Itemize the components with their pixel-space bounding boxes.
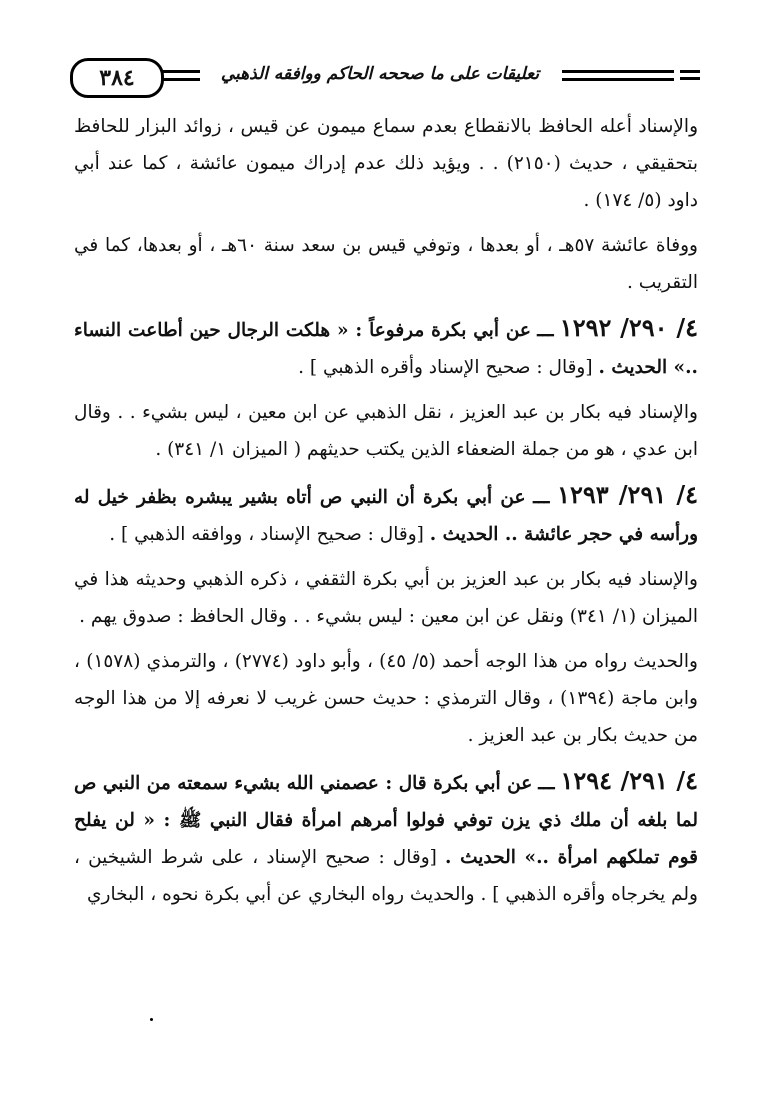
header-rule-left-bottom bbox=[158, 78, 200, 81]
entry-hadith-text: عن أبي بكرة مرفوعاً : « هلكت الرجال حين أطاعت النساء ..» الحديث . bbox=[74, 320, 698, 378]
entry-1292 bbox=[74, 309, 698, 386]
entry-dash: ـــ bbox=[537, 320, 554, 341]
header-ornament bbox=[680, 70, 700, 80]
entry-verdict: [وقال : صحيح الإسناد وأقره الذهبي ] . bbox=[298, 357, 593, 378]
entry-verdict: [وقال : صحيح الإسناد ، على شرط الشيخين ، ولم يخرجاه وأقره الذهبي ] . bbox=[74, 847, 698, 905]
page-number: ٣٨٤ bbox=[70, 58, 164, 98]
entry-verdict: [وقال : صحيح الإسناد ، ووافقه الذهبي ] . bbox=[109, 524, 424, 545]
entry-tail-text: والحديث رواه البخاري عن أبي بكرة نحوه ، البخاري bbox=[87, 884, 475, 905]
paragraph-bakkar-2: والإسناد فيه بكار بن عبد العزيز بن أبي بكرة الثقفي ، ذكره الذهبي وحديثه هذا في الميزان (١/ ٣٤١) ونقل عن ابن معين : ليس بشيء . . وقال الحافظ : صدوق يهم . bbox=[74, 569, 698, 627]
entry-number: ٤/ ٢٩١/ ١٢٩٣ bbox=[557, 480, 698, 509]
page-body bbox=[74, 108, 698, 921]
entry-dash: ـــ bbox=[533, 487, 550, 508]
paragraph-death-dates: ووفاة عائشة ٥٧هـ ، أو بعدها ، وتوفي قيس بن سعد سنة ٦٠هـ ، أو بعدها، كما في التقريب . bbox=[74, 235, 698, 293]
entry-1294 bbox=[74, 762, 698, 913]
entry-dash: ـــ bbox=[538, 773, 555, 794]
entry-hadith-text: عن أبي بكرة قال : عصمني الله بشيء سمعته من النبي ص لما بلغه أن ملك ذي يزن توفي فولوا أمرهم امرأة فقال النبي ﷺ : « لن يفلح قوم تملكهم امرأة ..» الحديث . bbox=[74, 773, 698, 868]
entry-number: ٤/ ٢٩١/ ١٢٩٤ bbox=[560, 766, 698, 795]
running-title: تعليقات على ما صححه الحاكم ووافقه الذهبي bbox=[220, 64, 540, 84]
header-rule-right-top bbox=[562, 70, 674, 73]
page-header bbox=[70, 56, 700, 96]
entry-1293 bbox=[74, 476, 698, 553]
entry-hadith-text: عن أبي بكرة أن النبي ص أتاه بشير يبشره بظفر خيل له ورأسه في حجر عائشة .. الحديث . bbox=[74, 487, 698, 545]
paragraph-takhrij: والحديث رواه من هذا الوجه أحمد (٥/ ٤٥) ، وأبو داود (٢٧٧٤) ، والترمذي (١٥٧٨) ، وابن ماجة (١٣٩٤) ، وقال الترمذي : حديث حسن غريب لا نعرفه إلا من هذا الوجه من حديث بكار بن عبد العزيز . bbox=[74, 651, 698, 746]
header-rule-right-bottom bbox=[562, 78, 674, 81]
entry-number: ٤/ ٢٩٠/ ١٢٩٢ bbox=[559, 313, 698, 342]
paragraph-isnad-maymun: والإسناد أعله الحافظ بالانقطاع بعدم سماع ميمون عن قيس ، زوائد البزار للحافظ بتحقيقي ، حديث (٢١٥٠) . . ويؤيد ذلك عدم إدراك ميمون عائشة ، كما عند أبي داود (٥/ ١٧٤) . bbox=[74, 116, 698, 211]
ink-dot bbox=[150, 1018, 153, 1021]
paragraph-bakkar-1: والإسناد فيه بكار بن عبد العزيز ، نقل الذهبي عن ابن معين ، ليس بشيء . . وقال ابن عدي ، هو من جملة الضعفاء الذين يكتب حديثهم ( الميزان ١/ ٣٤١) . bbox=[74, 402, 698, 460]
header-rule-left-top bbox=[158, 70, 200, 73]
